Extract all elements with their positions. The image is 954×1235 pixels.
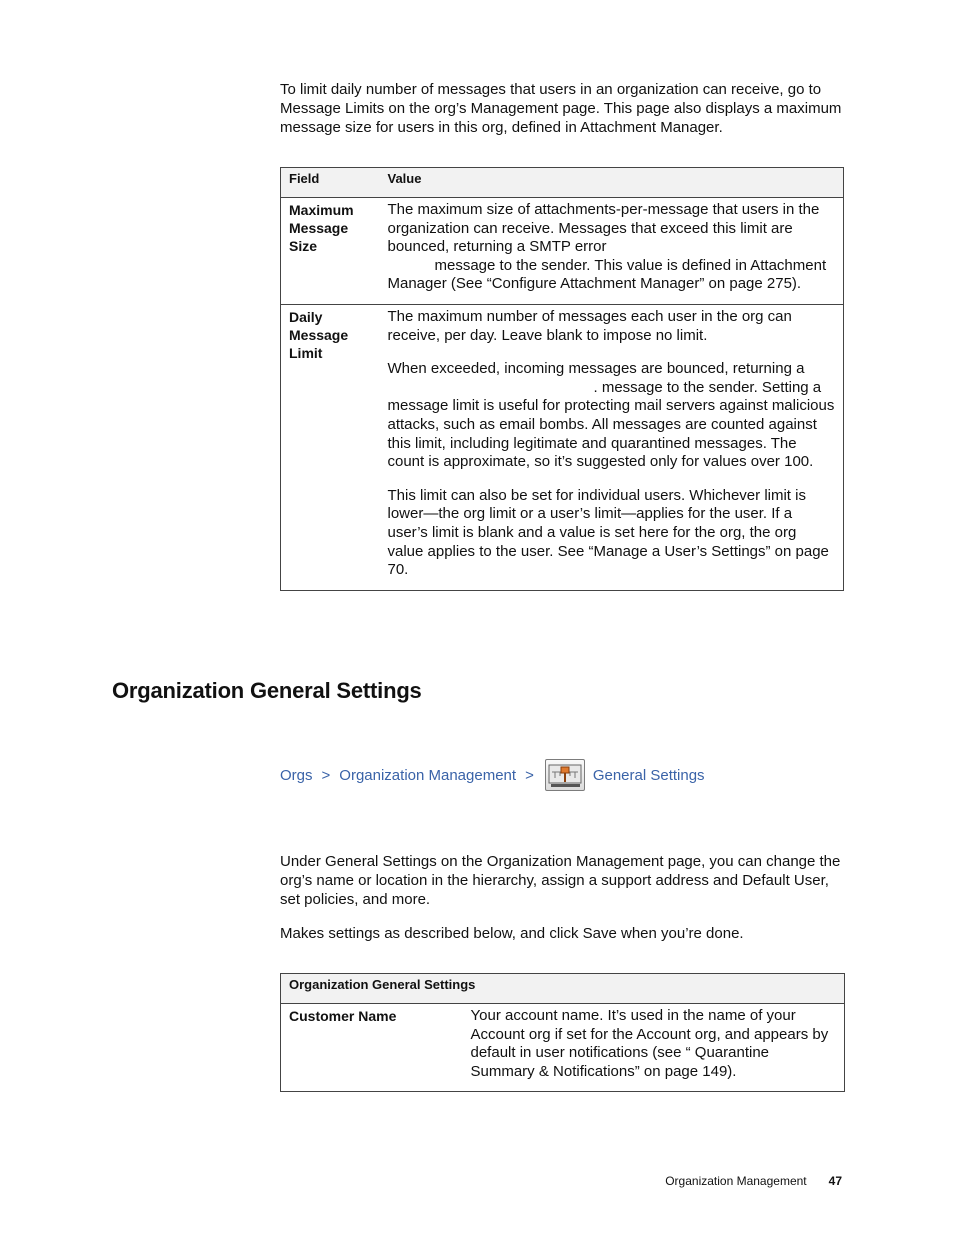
general-settings-icon xyxy=(545,759,585,791)
breadcrumb-organization-management: Organization Management xyxy=(339,766,517,784)
breadcrumb-orgs: Orgs xyxy=(280,766,313,784)
table-row xyxy=(281,1004,845,1092)
footer-chapter: Organization Management xyxy=(665,1174,807,1188)
table-row xyxy=(281,304,844,590)
page-footer xyxy=(600,1174,842,1188)
message-limits-table xyxy=(280,167,844,591)
body-paragraph-1: Under General Settings on the Organization Management page, you can change the org’s name or location in the hierarchy, assign a support address and Default User, set policies, and more. xyxy=(280,853,841,908)
table-header-row xyxy=(281,168,844,198)
header-field: Field xyxy=(281,168,380,198)
table-header-row xyxy=(281,974,845,1004)
general-settings-table xyxy=(280,973,845,1092)
intro-paragraph: To limit daily number of messages that users in an organization can receive, go to Message Limits on the org’s Management page. This page also displays a maximum message size for users in this org, defined in Attachment Manager. xyxy=(280,81,842,136)
page-number: 47 xyxy=(828,1174,842,1188)
value-daily-message-limit: The maximum number of messages each user in the org can receive, per day. Leave blank to impose no limit. When exceeded, incoming messages are bounced, returning a . message to the sender. Setting a message limit is useful for protecting mail servers against malicious attacks, such as email bombs. All messages are counted against this limit, including legitimate and quarantined messages. The count is approximate, so it’s suggested only for values over 100. This limit can also be set for individual users. Whichever limit is lower—the org limit or a user’s limit—applies for the user. If a user’s limit is blank and a value is set here for the org, the org value applies to the user. See “Manage a User’s Settings” on page 70. xyxy=(380,304,844,590)
breadcrumb-current: General Settings xyxy=(592,766,705,784)
header-value: Value xyxy=(380,168,844,198)
field-customer-name: Customer Name xyxy=(281,1004,463,1092)
body-paragraph-2: Makes settings as described below, and click Save when you’re done. xyxy=(280,925,744,942)
table-row xyxy=(281,198,844,305)
value-customer-name: Your account name. It’s used in the name of your Account org if set for the Account org, and appears by default in user notifications (see “ Quarantine Summary & Notifications” on page 149). xyxy=(463,1004,845,1092)
field-daily-message-limit: Daily Message Limit xyxy=(281,304,380,590)
header-organization-general-settings: Organization General Settings xyxy=(281,974,845,1004)
breadcrumb-separator: > xyxy=(321,766,331,784)
section-title: Organization General Settings xyxy=(112,678,422,703)
value-maximum-message-size: The maximum size of attachments-per-message that users in the organization can receive. Messages that exceed this limit are bounced, returning a SMTP error message to the sender. This value is defined in Attachment Manager (See “Configure Attachment Manager” on page 275). xyxy=(380,198,844,305)
field-maximum-message-size: Maximum Message Size xyxy=(281,198,380,305)
breadcrumb xyxy=(280,757,705,793)
breadcrumb-separator: > xyxy=(525,766,534,784)
